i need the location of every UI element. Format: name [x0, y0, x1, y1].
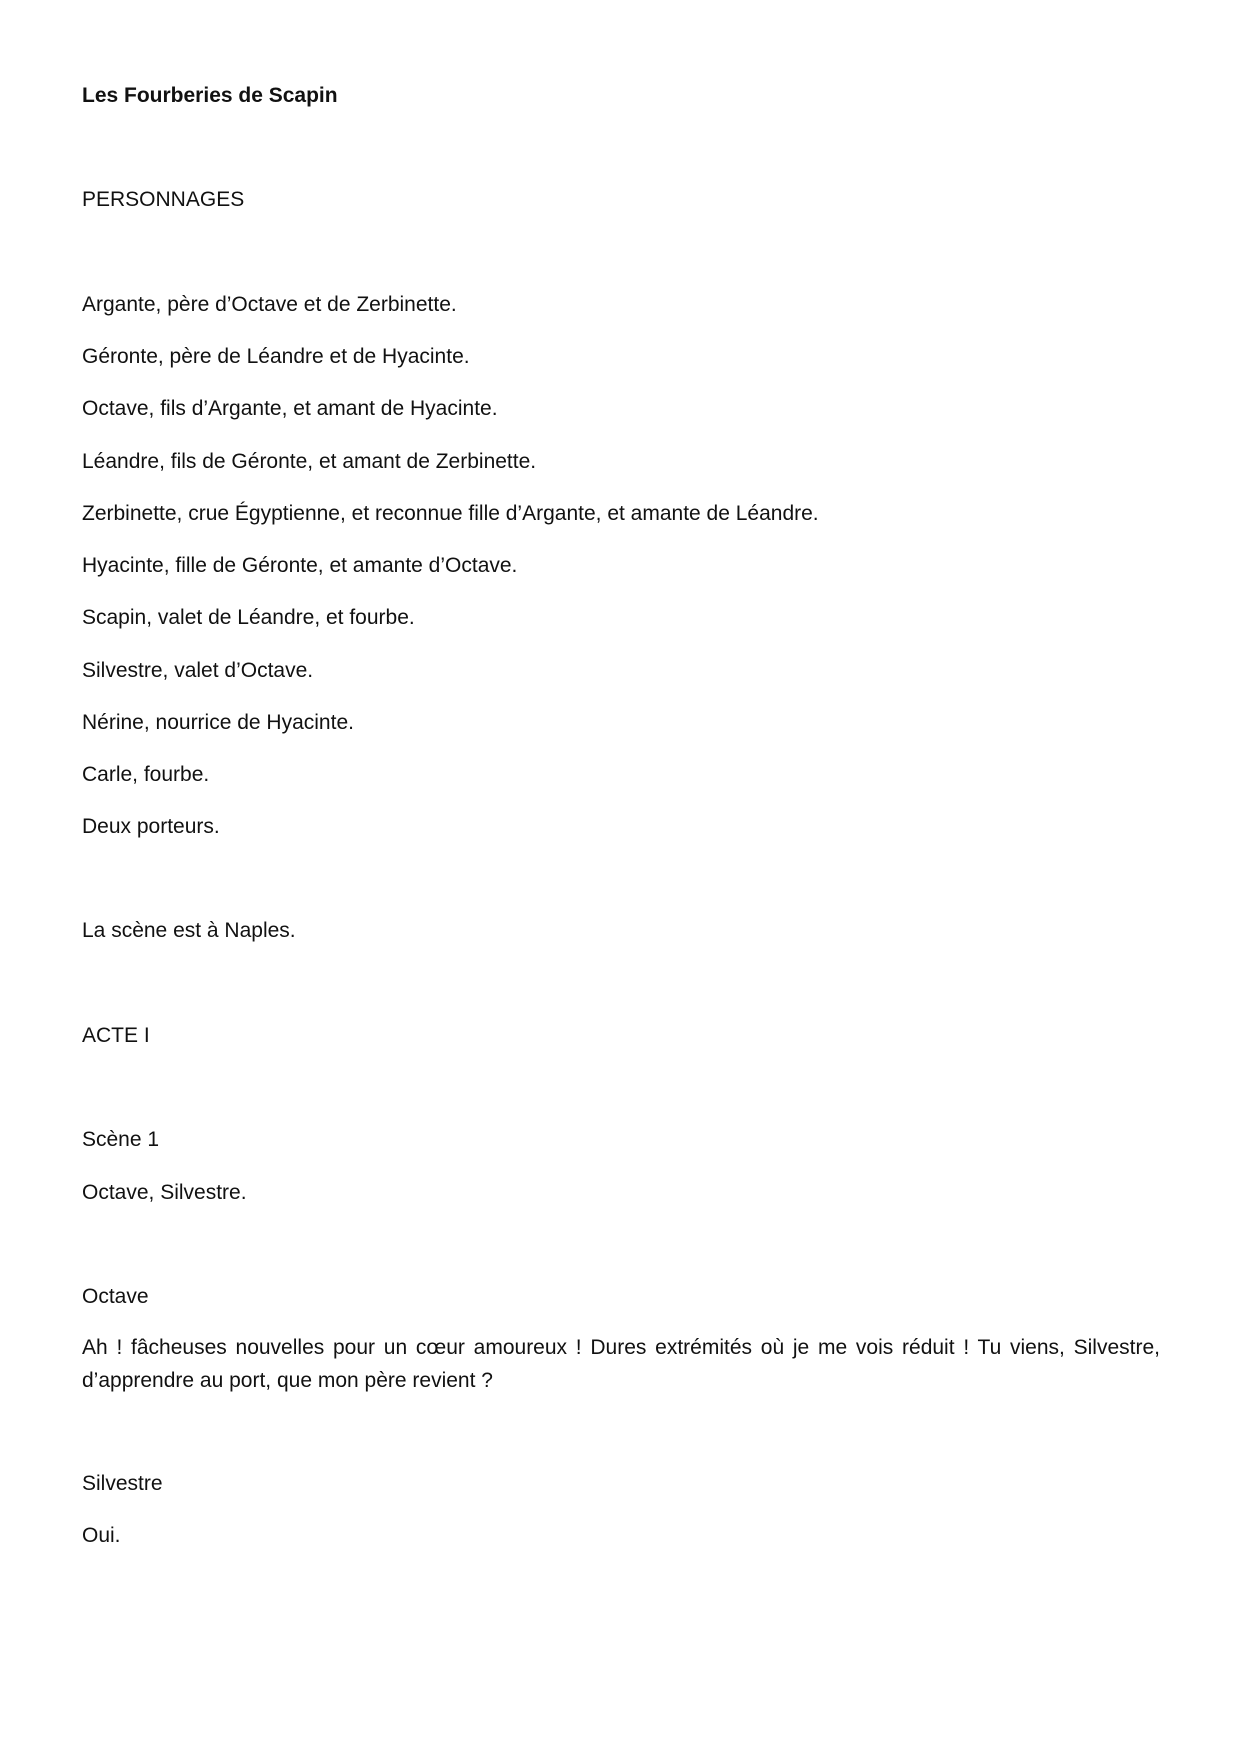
- character-entry: Léandre, fils de Géronte, et amant de Zerbinette.: [82, 450, 537, 473]
- speech-text: Oui.: [82, 1524, 121, 1547]
- character-entry: Scapin, valet de Léandre, et fourbe.: [82, 606, 415, 629]
- character-entry: Deux porteurs.: [82, 815, 220, 838]
- character-entry: Carle, fourbe.: [82, 763, 210, 786]
- scene-characters: Octave, Silvestre.: [82, 1181, 247, 1204]
- character-entry: Nérine, nourrice de Hyacinte.: [82, 711, 354, 734]
- speech-text: Ah ! fâcheuses nouvelles pour un cœur amoureux ! Dures extrémités où je me vois réduit ! Tu viens, Silvestre, d’apprendre au port, que mon père revient ?: [82, 1336, 1160, 1392]
- speaker-name: Octave: [82, 1285, 149, 1308]
- character-entry: Zerbinette, crue Égyptienne, et reconnue fille d’Argante, et amante de Léandre.: [82, 502, 819, 525]
- character-entry: Géronte, père de Léandre et de Hyacinte.: [82, 345, 470, 368]
- act-heading: ACTE I: [82, 1024, 150, 1047]
- character-entry: Argante, père d’Octave et de Zerbinette.: [82, 293, 457, 316]
- personnages-heading: PERSONNAGES: [82, 188, 245, 211]
- character-entry: Octave, fils d’Argante, et amant de Hyacinte.: [82, 397, 498, 420]
- document-title: Les Fourberies de Scapin: [82, 84, 338, 107]
- character-entry: Silvestre, valet d’Octave.: [82, 659, 314, 682]
- setting-line: La scène est à Naples.: [82, 919, 296, 942]
- character-entry: Hyacinte, fille de Géronte, et amante d’Octave.: [82, 554, 518, 577]
- speaker-name: Silvestre: [82, 1472, 163, 1495]
- scene-heading: Scène 1: [82, 1128, 160, 1151]
